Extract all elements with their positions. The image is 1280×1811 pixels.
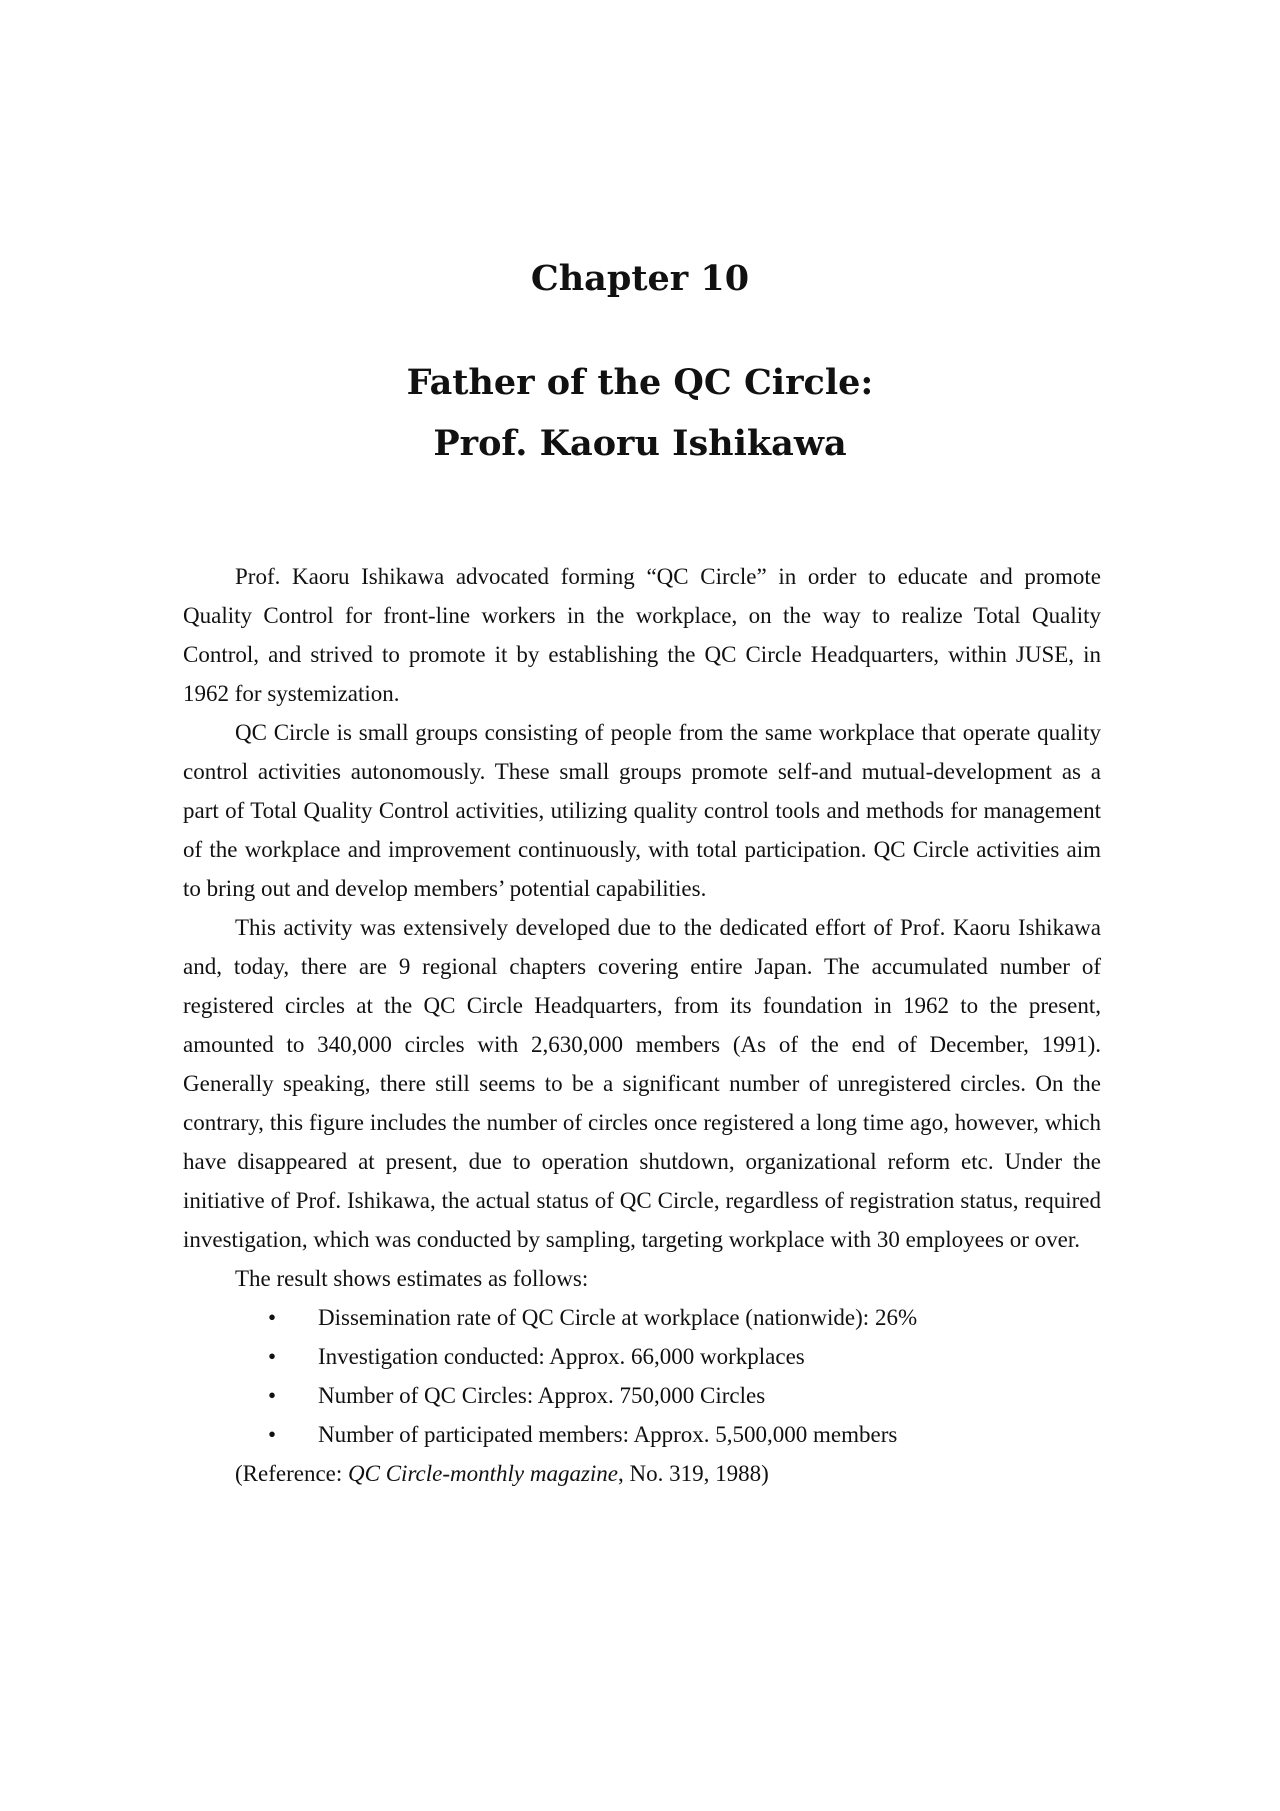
reference-suffix: , No. 319, 1988) <box>618 1461 769 1486</box>
list-item-text: Number of participated members: Approx. 5,500,000 members <box>318 1422 898 1447</box>
body-text <box>183 557 1101 1493</box>
list-item <box>268 1298 1101 1337</box>
paragraph-2: QC Circle is small groups consisting of people from the same workplace that operate quality control activities autonomously. These small groups promote self-and mutual-development as a part of Total Quality Control activities, utilizing quality control tools and methods for management of the workplace and improvement continuously, with total participation. QC Circle activities aim to bring out and develop members’ potential capabilities. <box>183 720 1101 901</box>
list-item-text: Number of QC Circles: Approx. 750,000 Circles <box>318 1383 766 1408</box>
list-item <box>268 1376 1101 1415</box>
reference-citation <box>183 1454 1101 1493</box>
chapter-heading: Chapter 10 <box>530 258 750 299</box>
bullet-icon: • <box>268 1422 277 1447</box>
list-item-text: Investigation conducted: Approx. 66,000 workplaces <box>318 1344 805 1369</box>
chapter-title-line-2: Prof. Kaoru Ishikawa <box>433 423 847 464</box>
chapter-title <box>0 352 1280 474</box>
paragraph-3: This activity was extensively developed due to the dedicated effort of Prof. Kaoru Ishikawa and, today, there are 9 regional chapters covering entire Japan. The accumulated number of registered circles at the QC Circle Headquarters, from its foundation in 1962 to the present, amounted to 340,000 circles with 2,630,000 members (As of the end of December, 1991). Generally speaking, there still seems to be a significant number of unregistered circles. On the contrary, this figure includes the number of circles once registered a long time ago, however, which have disappeared at present, due to operation shutdown, organizational reform etc. Under the initiative of Prof. Ishikawa, the actual status of QC Circle, regardless of registration status, required investigation, which was conducted by sampling, targeting workplace with 30 employees or over. <box>183 915 1101 1252</box>
list-item-text: Dissemination rate of QC Circle at workplace (nationwide): 26% <box>318 1305 918 1330</box>
bullet-icon: • <box>268 1305 277 1330</box>
list-item <box>268 1415 1101 1454</box>
bullet-icon: • <box>268 1344 277 1369</box>
chapter-title-line-1: Father of the QC Circle: <box>406 362 874 403</box>
reference-publication: QC Circle-monthly magazine <box>348 1461 619 1486</box>
reference-prefix: (Reference: <box>235 1461 349 1486</box>
results-list <box>183 1298 1101 1454</box>
bullet-icon: • <box>268 1383 277 1408</box>
results-intro: The result shows estimates as follows: <box>235 1266 589 1291</box>
paragraph-1: Prof. Kaoru Ishikawa advocated forming “QC Circle” in order to educate and promote Quality Control for front-line workers in the workplace, on the way to realize Total Quality Control, and strived to promote it by establishing the QC Circle Headquarters, within JUSE, in 1962 for systemization. <box>183 564 1101 706</box>
list-item <box>268 1337 1101 1376</box>
